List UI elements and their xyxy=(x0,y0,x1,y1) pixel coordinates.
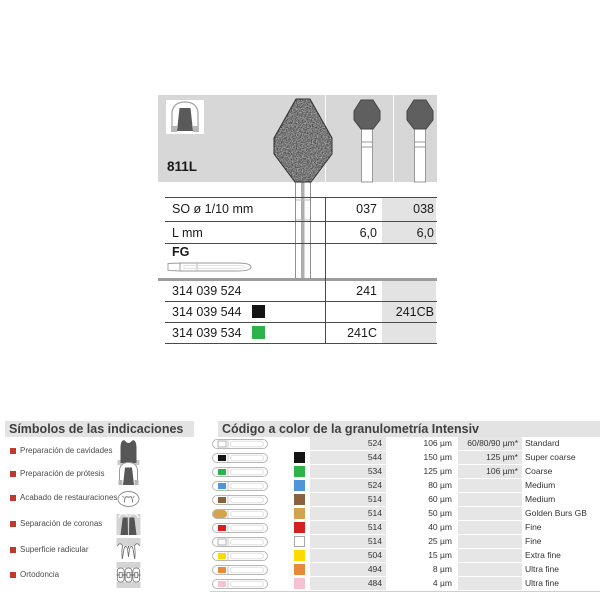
order-ref: 314 039 544 xyxy=(172,305,242,319)
grit-alt-size: 106 µm* xyxy=(458,465,522,478)
grit-alt-size xyxy=(458,549,522,562)
list-bullet xyxy=(10,521,16,527)
fg-shank-icon xyxy=(167,259,253,275)
grit-name: Medium xyxy=(525,480,556,490)
grit-code: 494 xyxy=(310,563,386,576)
grit-size: 50 µm xyxy=(428,508,452,518)
diamond-bur-illustration xyxy=(270,96,336,282)
table-line xyxy=(165,221,437,222)
grit-color-swatch xyxy=(294,466,305,477)
grit-alt-size xyxy=(458,507,522,520)
prosthesis-preparation-icon xyxy=(116,461,141,487)
granulometry-row xyxy=(210,549,600,563)
grit-name: Fine xyxy=(525,536,542,546)
grit-size: 106 µm xyxy=(423,438,452,448)
list-bullet xyxy=(10,547,16,553)
indication-label: Preparación de prótesis xyxy=(20,469,105,478)
order-ref: 314 039 524 xyxy=(172,284,242,298)
table-line xyxy=(165,343,437,344)
list-bullet xyxy=(10,448,16,454)
bur-shank-icon xyxy=(212,579,268,589)
grit-color-swatch xyxy=(294,480,305,491)
grit-color-swatch xyxy=(252,305,265,318)
grit-color-swatch xyxy=(294,494,305,505)
bur-shank-icon xyxy=(212,453,268,463)
grit-size: 25 µm xyxy=(428,536,452,546)
granulometry-row xyxy=(210,465,600,479)
bur-shank-icon xyxy=(212,509,268,519)
bur-shank-icon xyxy=(212,565,268,575)
spec-value-038: 038 xyxy=(413,202,434,216)
grit-size: 4 µm xyxy=(432,578,452,588)
spec-label-so: SO ø 1/10 mm xyxy=(172,202,254,216)
grit-code: 544 xyxy=(310,451,386,464)
grit-code: 524 xyxy=(310,437,386,450)
grit-size: 60 µm xyxy=(428,494,452,504)
order-ref: 314 039 534 xyxy=(172,326,242,340)
table-line xyxy=(165,243,437,244)
shank-type-label: FG xyxy=(172,245,190,259)
bur-shank-icon xyxy=(212,523,268,533)
grit-name: Medium xyxy=(525,494,556,504)
granulometry-row xyxy=(210,577,600,591)
order-value: 241C xyxy=(347,326,377,340)
grit-color-swatch xyxy=(294,522,305,533)
grit-alt-size xyxy=(458,563,522,576)
grit-color-swatch xyxy=(252,326,265,339)
table-thick-line xyxy=(158,278,437,281)
grit-size: 8 µm xyxy=(432,564,452,574)
bur-figure-038 xyxy=(400,98,440,184)
spec-value-037: 037 xyxy=(356,202,377,216)
grit-alt-size xyxy=(458,577,522,590)
grit-name: Extra fine xyxy=(525,550,561,560)
bur-shank-icon xyxy=(212,481,268,491)
granulometry-title: Código a color de la granulometría Intensiv xyxy=(222,422,479,436)
granulometry-row xyxy=(210,493,600,507)
indication-label: Acabado de restauraciones xyxy=(20,493,118,502)
spec-value-l2: 6,0 xyxy=(416,226,434,240)
indications-title: Símbolos de las indicaciones xyxy=(9,422,184,436)
grit-color-swatch xyxy=(294,550,305,561)
bur-shank-icon xyxy=(212,537,268,547)
grit-color-swatch xyxy=(294,536,305,547)
prosthesis-preparation-icon xyxy=(166,100,204,134)
spec-label-l: L mm xyxy=(172,226,203,240)
root-surface-icon xyxy=(116,538,141,562)
grit-alt-size xyxy=(458,479,522,492)
granulometry-table xyxy=(210,437,600,592)
granulometry-row xyxy=(210,563,600,577)
table-line xyxy=(165,197,437,198)
grit-code: 514 xyxy=(310,507,386,520)
grit-color-swatch xyxy=(294,564,305,575)
order-value: 241 xyxy=(356,284,377,298)
grit-size: 15 µm xyxy=(428,550,452,560)
order-value: 241CB xyxy=(395,305,434,319)
indications-title-strip xyxy=(5,421,194,437)
grit-color-swatch xyxy=(294,578,305,589)
granulometry-row xyxy=(210,507,600,521)
grit-code: 504 xyxy=(310,549,386,562)
grit-alt-size: 60/80/90 µm* xyxy=(458,437,522,450)
grit-name: Ultra fine xyxy=(525,564,560,574)
grit-size: 80 µm xyxy=(428,480,452,490)
grit-code: 514 xyxy=(310,493,386,506)
grit-code: 514 xyxy=(310,535,386,548)
granulometry-row xyxy=(210,451,600,465)
header-column-divider xyxy=(393,95,394,182)
grit-alt-size xyxy=(458,493,522,506)
grit-size: 40 µm xyxy=(428,522,452,532)
grit-alt-size xyxy=(458,535,522,548)
grit-name: Fine xyxy=(525,522,542,532)
orthodontics-icon xyxy=(116,562,141,588)
indication-label: Separación de coronas xyxy=(20,519,103,528)
grit-name: Standard xyxy=(525,438,560,448)
indication-label: Preparación de cavidades xyxy=(20,446,113,455)
grit-name: Super coarse xyxy=(525,452,576,462)
grit-name: Ultra fine xyxy=(525,578,560,588)
grit-size: 150 µm xyxy=(423,452,452,462)
granulometry-row xyxy=(210,479,600,493)
grit-name: Coarse xyxy=(525,466,553,476)
bur-shank-icon xyxy=(212,551,268,561)
grit-name: Golden Burs GB xyxy=(525,508,587,518)
list-bullet xyxy=(10,495,16,501)
granulometry-row xyxy=(210,535,600,549)
bur-figure-037 xyxy=(347,98,387,184)
grit-code: 484 xyxy=(310,577,386,590)
granulometry-title-strip xyxy=(218,421,600,437)
granulometry-row xyxy=(210,437,600,451)
spec-value-l1: 6,0 xyxy=(359,226,377,240)
bur-shank-icon xyxy=(212,439,268,449)
grit-code: 534 xyxy=(310,465,386,478)
restoration-finishing-icon xyxy=(116,490,141,508)
grit-code: 514 xyxy=(310,521,386,534)
indication-label: Superficie radicular xyxy=(20,545,89,554)
list-bullet xyxy=(10,471,16,477)
grit-size: 125 µm xyxy=(423,466,452,476)
table-line xyxy=(165,301,437,302)
grit-alt-size: 125 µm* xyxy=(458,451,522,464)
table-column-divider xyxy=(325,197,326,343)
bur-shank-icon xyxy=(212,467,268,477)
list-bullet xyxy=(10,572,16,578)
grit-code: 524 xyxy=(310,479,386,492)
granulometry-row xyxy=(210,521,600,535)
crown-separation-icon xyxy=(116,511,141,537)
table-line xyxy=(165,322,437,323)
grit-color-swatch xyxy=(294,508,305,519)
bur-shank-icon xyxy=(212,495,268,505)
grit-alt-size xyxy=(458,521,522,534)
product-model: 811L xyxy=(167,159,198,174)
grit-color-swatch xyxy=(294,452,305,463)
indication-label: Ortodoncia xyxy=(20,570,60,579)
